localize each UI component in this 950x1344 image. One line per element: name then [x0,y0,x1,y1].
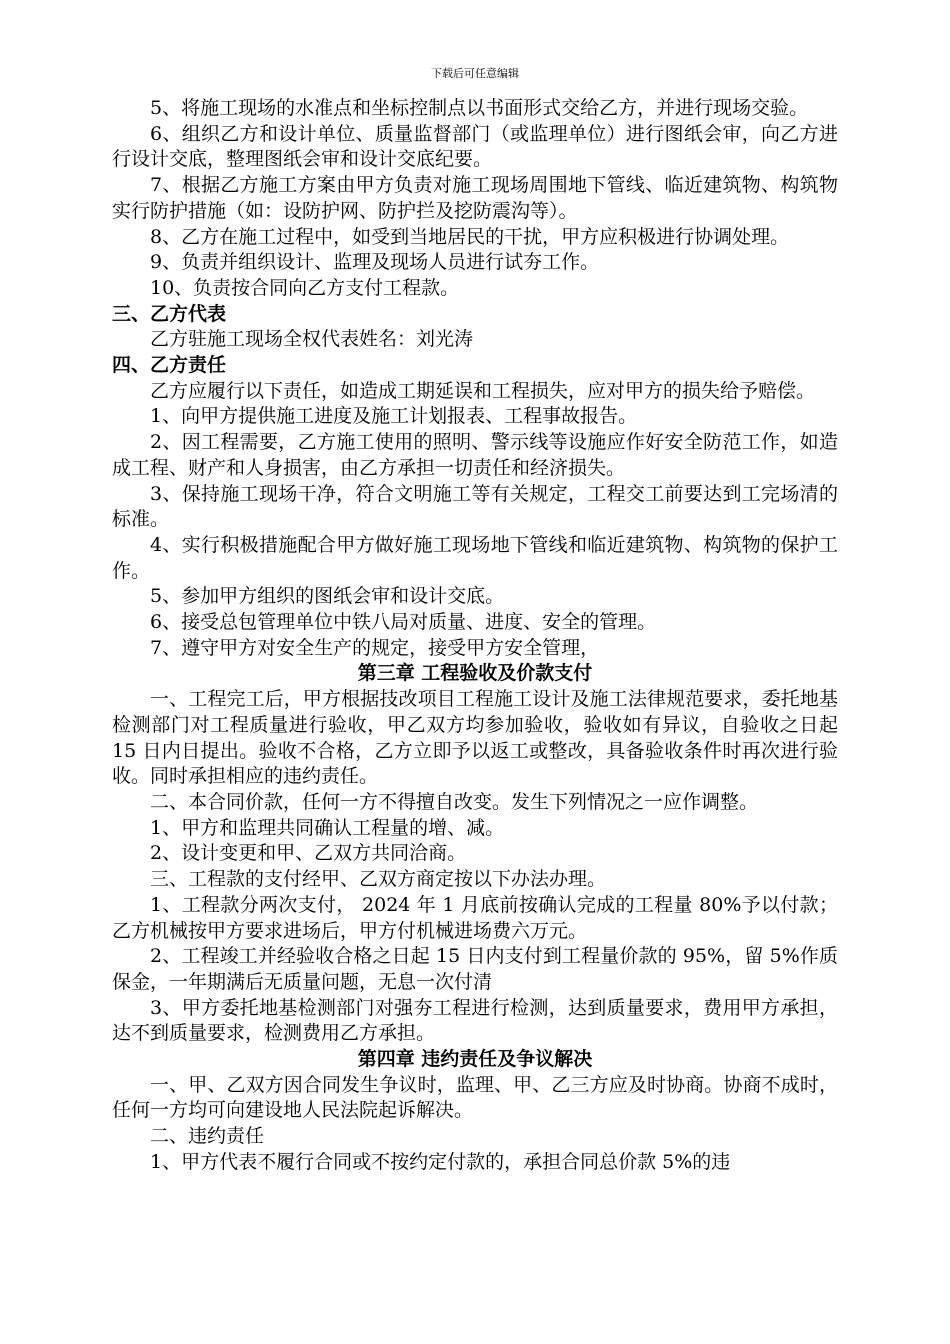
paragraph: 1、甲方代表不履行合同或不按约定付款的，承担合同总价款 5%的违 [150,1150,731,1173]
paragraph: 2、工程竣工并经验收合格之日起 15 日内支付到工程量价款的 95%，留 5%作质保金，一年期满后无质量问题，无息一次付清 [112,945,838,993]
paragraph: 1、甲方和监理共同确认工程量的增、减。 [150,816,505,839]
paragraph: 9、负责并组织设计、监理及现场人员进行试夯工作。 [150,251,600,274]
chapter-heading: 第三章 工程验收及价款支付 [357,662,593,685]
paragraph: 三、工程款的支付经甲、乙双方商定按以下办法办理。 [150,868,607,891]
chapter-heading: 第四章 违约责任及争议解决 [357,1048,593,1071]
paragraph: 3、甲方委托地基检测部门对强夯工程进行检测，达到质量要求，费用甲方承担，达不到质量要求，检测费用乙方承担。 [112,996,838,1045]
paragraph: 乙方驻施工现场全权代表姓名：刘光涛 [150,328,474,351]
paragraph: 10、负责按合同向乙方支付工程款。 [150,276,460,299]
paragraph: 二、本合同价款，任何一方不得擅自改变。发生下列情况之一应作调整。 [150,790,759,813]
paragraph: 8、乙方在施工过程中，如受到当地居民的干扰，甲方应积极进行协调处理。 [150,225,790,248]
section-heading: 四、乙方责任 [112,354,227,377]
paragraph: 7、根据乙方施工方案由甲方负责对施工现场周围地下管线、临近建筑物、构筑物实行防护措施（如：设防护网、防护拦及挖防震沟等）。 [112,174,838,222]
paragraph: 6、接受总包管理单位中铁八局对质量、进度、安全的管理。 [150,611,657,634]
paragraph: 4、实行积极措施配合甲方做好施工现场地下管线和临近建筑物、构筑物的保护工作。 [112,533,838,582]
paragraph: 二、违约责任 [150,1125,265,1148]
page-header: 下载后可任意编辑 [431,67,519,80]
paragraph: 5、将施工现场的水准点和坐标控制点以书面形式交给乙方，并进行现场交验。 [150,97,809,119]
paragraph: 3、保持施工现场干净，符合文明施工等有关规定，工程交工前要达到工完场清的标准。 [112,482,838,531]
paragraph: 乙方应履行以下责任，如造成工期延误和工程损失，应对甲方的损失给予赔偿。 [150,379,816,402]
section-heading: 三、乙方代表 [112,302,227,325]
paragraph: 5、参加甲方组织的图纸会审和设计交底。 [150,585,505,608]
paragraph: 6、组织乙方和设计单位、质量监督部门（或监理单位）进行图纸会审，向乙方进行设计交底，整理图纸会审和设计交底纪要。 [112,122,838,171]
paragraph: 1、向甲方提供施工进度及施工计划报表、工程事故报告。 [150,405,638,428]
paragraph: 一、甲、乙双方因合同发生争议时，监理、甲、乙三方应及时协商。协商不成时，任何一方均可向建设地人民法院起诉解决。 [112,1073,838,1122]
paragraph: 1、工程款分两次支付， 2024 年 1 月底前按确认完成的工程量 80%予以付款；乙方机械按甲方要求进场后，甲方付机械进场费六万元。 [112,893,838,942]
paragraph: 2、因工程需要，乙方施工使用的照明、警示线等设施应作好安全防范工作，如造成工程、财产和人身损害，由乙方承担一切责任和经济损失。 [112,431,838,479]
document-body [112,96,838,1176]
paragraph: 2、设计变更和甲、乙双方共同洽商。 [150,842,467,865]
paragraph: 一、工程完工后，甲方根据技改项目工程施工设计及施工法律规范要求，委托地基检测部门对工程质量进行验收，甲乙双方均参加验收，验收如有异议，自验收之日起 15 日内日提出。验收不合格，乙方立即予以返工或整改，具备验收条件时再次进行验收。同时承担相应的违约责任。 [112,688,838,788]
paragraph: 7、遵守甲方对安全生产的规定，接受甲方安全管理， [150,636,600,659]
